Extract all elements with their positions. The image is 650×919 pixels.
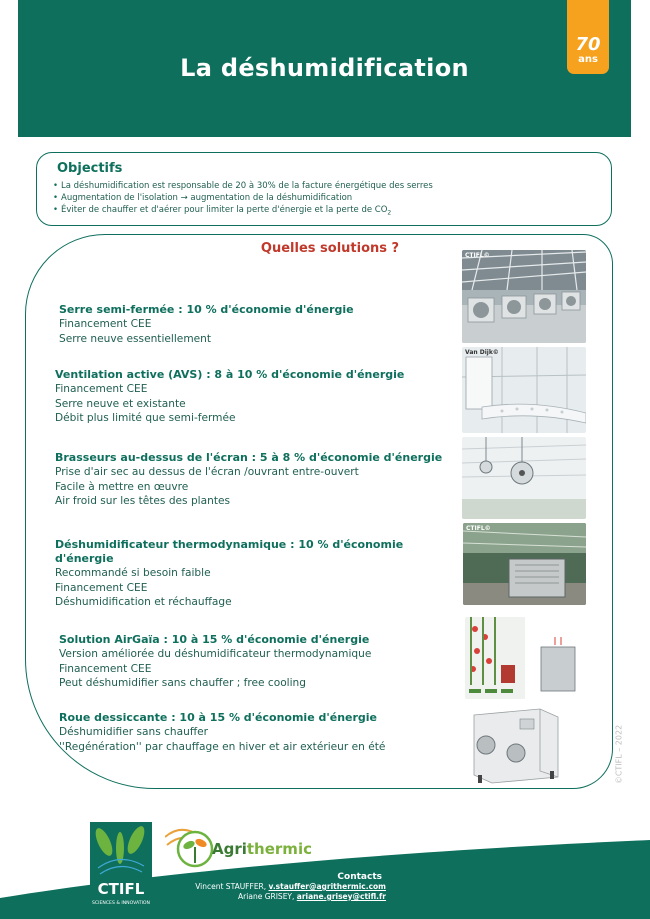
contact-line (195, 882, 386, 892)
contact-line (195, 892, 386, 902)
solution-active-ventilation (55, 368, 455, 426)
solution-line: Financement CEE (59, 318, 152, 330)
bullet-icon: • (53, 205, 59, 215)
objectives-list (53, 180, 433, 220)
photo-semi-closed-greenhouse (462, 250, 586, 343)
solution-line: Version améliorée du déshumidificateur thermodynamique (59, 648, 372, 660)
page-title: La déshumidification (180, 54, 469, 82)
photo-desiccant-wheel (470, 705, 562, 784)
solution-line: Prise d'air sec au dessus de l'écran /ouvrant entre-ouvert (55, 466, 359, 478)
solution-line: ''Regénération'' par chauffage en hiver et air extérieur en été (59, 740, 386, 753)
objective-item: • Éviter de chauffer et d'aérer pour limiter la perte d'énergie et la perte de $CO_2$ (53, 205, 392, 217)
solution-line: Facile à mettre en œuvre (55, 480, 189, 493)
solution-title: Roue dessiccante : 10 à 15 % d'économie d'énergie (59, 711, 378, 724)
contact-email-link[interactable]: ariane.grisey@ctifl.fr (296, 892, 386, 901)
solution-fans-above-screen (55, 451, 455, 509)
solution-line: Déshumidification et réchauffage (55, 596, 232, 609)
objective-item: • Augmentation de l'isolation → augmentation de la déshumidification (53, 193, 353, 203)
solution-line: Financement CEE (55, 581, 148, 594)
header-banner (18, 0, 631, 137)
co2-subscript: 2 (387, 209, 392, 217)
copyright-watermark: ©CTIFL – 2022 (614, 724, 624, 785)
solution-title: Solution AirGaïa : 10 à 15 % d'économie d'énergie (59, 633, 370, 646)
solution-title: Serre semi-fermée : 10 % d'économie d'énergie (59, 303, 354, 316)
ctifl-logo (86, 816, 156, 912)
photo-active-ventilation (462, 347, 586, 433)
solution-airgaia (59, 633, 459, 691)
photo-airgaia (465, 617, 583, 699)
contacts-block (195, 872, 386, 902)
bullet-icon: • (53, 181, 59, 191)
photo-caption: Van Dijk© (465, 349, 499, 356)
solution-title: Déshumidificateur thermodynamique : 10 % d'économie d'énergie (55, 538, 404, 565)
solution-desiccant-wheel (59, 711, 459, 754)
contacts-title: Contacts (337, 872, 382, 882)
photo-fans (462, 437, 586, 519)
photo-thermodynamic-dehumidifier (463, 523, 586, 605)
solution-title: Brasseurs au-dessus de l'écran : 5 à 8 % d'économie d'énergie (55, 451, 443, 464)
objectives-box (36, 152, 612, 226)
contact-name: Vincent STAUFFER, (195, 882, 269, 891)
photo-caption: CTIFL© (465, 252, 490, 259)
solution-line: Débit plus limité que semi-fermée (55, 412, 236, 425)
ctifl-wordmark: CTIFL (97, 880, 145, 898)
photo-caption: CTIFL© (466, 525, 491, 532)
solution-line: Serre neuve essentiellement (59, 332, 212, 345)
anniversary-badge (567, 0, 609, 74)
solution-semi-closed-greenhouse (59, 303, 459, 346)
agrithermic-wordmark: Agrithermic (212, 840, 312, 858)
solution-line: Recommandé si besoin faible (55, 567, 211, 579)
solution-line: Serre neuve et existante (55, 397, 186, 410)
solution-line: Peut déshumidifier sans chauffer ; free cooling (59, 677, 306, 690)
solution-line: Financement CEE (59, 662, 152, 675)
badge-label: ans (578, 54, 598, 65)
badge-number: 70 (575, 34, 601, 55)
solution-line: Financement CEE (55, 383, 148, 395)
bullet-icon: • (53, 193, 59, 203)
solutions-header: Quelles solutions ? (260, 241, 400, 256)
contact-name: Ariane GRISEY, (238, 892, 297, 901)
solution-line: Air froid sur les têtes des plantes (55, 495, 231, 508)
ctifl-tagline: SCIENCES & INNOVATION (92, 901, 150, 906)
solution-line: Déshumidifier sans chauffer (59, 726, 208, 738)
objective-item: • La déshumidification est responsable de 20 à 30% de la facture énergétique des serres (53, 181, 433, 191)
solution-title: Ventilation active (AVS) : 8 à 10 % d'économie d'énergie (55, 368, 405, 381)
solution-thermodynamic-dehumidifier (55, 538, 415, 610)
contact-email-link[interactable]: v.stauffer@agrithermic.com (268, 882, 386, 891)
objectives-title: Objectifs (57, 161, 123, 176)
